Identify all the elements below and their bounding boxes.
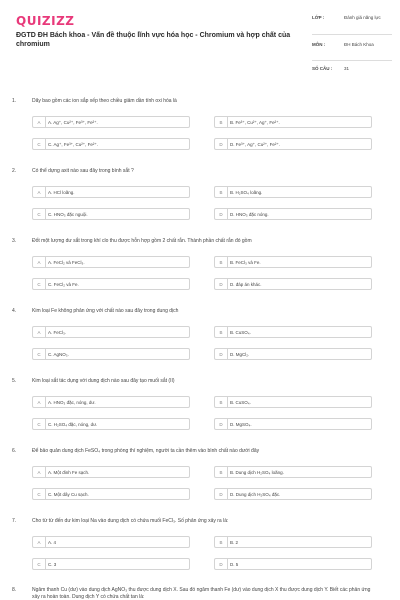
option-text: B. H₂SO₄ loãng.: [230, 190, 263, 195]
meta-subject-value: ĐH Bách Khoa: [344, 42, 374, 47]
option-letter: A: [33, 537, 46, 548]
question-number: 2.: [12, 168, 17, 174]
question-number: 7.: [12, 518, 17, 524]
option-letter: D: [215, 559, 228, 570]
question-text: Ngâm thanh Cu (dư) vào dung dịch AgNO₃ thu được dung dịch X. Sau đó ngâm thanh Fe (dư) vào dung dịch X thu được dung dịch Y. Biết các phản ứng xảy ra hoàn toàn. Dung dịch Y có chứa chất tan là:: [32, 587, 371, 600]
option-letter: C: [33, 349, 46, 360]
option-d[interactable]: [214, 278, 372, 290]
option-c[interactable]: [32, 208, 190, 220]
option-text: A. FeCl₂ và FeCl₃.: [48, 260, 85, 265]
option-a[interactable]: [32, 326, 190, 338]
option-letter: C: [33, 279, 46, 290]
option-d[interactable]: [214, 488, 372, 500]
option-letter: B: [215, 257, 228, 268]
meta-class-label: LỚP :: [312, 15, 325, 20]
worksheet-header: [0, 0, 400, 84]
option-d[interactable]: [214, 208, 372, 220]
meta-divider: [312, 34, 392, 35]
option-letter: C: [33, 559, 46, 570]
question-number: 8.: [12, 587, 17, 593]
meta-count-label: SỐ CÂU :: [312, 66, 333, 71]
option-text: B. CuSO₄.: [230, 330, 251, 335]
option-letter: C: [33, 139, 46, 150]
option-text: A. HNO₃ đặc, nóng, dư.: [48, 400, 96, 405]
option-a[interactable]: [32, 536, 190, 548]
option-text: A. Một đinh Fe sạch.: [48, 470, 90, 475]
option-text: A. 4: [48, 540, 57, 545]
option-a[interactable]: [32, 396, 190, 408]
option-b[interactable]: [214, 536, 372, 548]
question-number: 4.: [12, 308, 17, 314]
question-text: Kim loại Fe không phản ứng với chất nào sau đây trong dung dịch: [32, 308, 179, 314]
option-d[interactable]: [214, 418, 372, 430]
option-letter: A: [33, 117, 46, 128]
option-letter: A: [33, 257, 46, 268]
option-text: D. MgCl₂.: [230, 352, 250, 357]
option-c[interactable]: [32, 348, 190, 360]
option-text: A. FeCl₃.: [48, 330, 67, 335]
option-text: D. HNO₃ đặc nóng.: [230, 212, 269, 217]
option-b[interactable]: [214, 326, 372, 338]
question-text: Kim loại sắt tác dụng với dung dịch nào sau đây tạo muối sắt (II): [32, 378, 175, 384]
question-text: Có thể dựng axit nào sau đây trong bình sắt ?: [32, 168, 134, 174]
option-a[interactable]: [32, 116, 190, 128]
question-number: 5.: [12, 378, 17, 384]
worksheet-title: ĐGTD ĐH Bách khoa - Vấn đề thuộc lĩnh vực hóa học - Chromium và hợp chất của chromium: [16, 32, 291, 48]
meta-class-value: Đánh giá năng lực: [344, 15, 381, 20]
option-b[interactable]: [214, 466, 372, 478]
option-c[interactable]: [32, 418, 190, 430]
option-d[interactable]: [214, 558, 372, 570]
option-c[interactable]: [32, 488, 190, 500]
option-letter: B: [215, 187, 228, 198]
option-text: D. Fe³⁺, Ag⁺, Cu²⁺, Fe²⁺.: [230, 142, 281, 147]
option-letter: D: [215, 139, 228, 150]
option-c[interactable]: [32, 138, 190, 150]
option-text: C. H₂SO₄ đặc, nóng, dư.: [48, 422, 98, 427]
meta-subject-label: MÔN :: [312, 42, 326, 47]
meta-count-value: 31: [344, 66, 350, 71]
option-text: C. 3: [48, 562, 57, 567]
option-b[interactable]: [214, 186, 372, 198]
option-letter: B: [215, 397, 228, 408]
option-text: D. 5: [230, 562, 239, 567]
option-c[interactable]: [32, 558, 190, 570]
option-c[interactable]: [32, 278, 190, 290]
option-text: C. Ag⁺, Fe³⁺, Cu²⁺, Fe²⁺.: [48, 142, 99, 147]
option-letter: A: [33, 187, 46, 198]
option-d[interactable]: [214, 348, 372, 360]
option-text: C. FeCl₂ và Fe.: [48, 282, 79, 287]
option-text: D. Dung dịch H₂SO₄ đặc.: [230, 492, 281, 497]
option-text: A. Ag⁺, Cu²⁺, Fe³⁺, Fe²⁺.: [48, 120, 98, 125]
option-letter: C: [33, 419, 46, 430]
meta-divider: [312, 60, 392, 61]
question-text: Dãy bao gồm các ion sắp xếp theo chiều giảm dần tính oxi hóa là: [32, 98, 177, 104]
option-letter: B: [215, 467, 228, 478]
option-a[interactable]: [32, 466, 190, 478]
option-b[interactable]: [214, 396, 372, 408]
option-letter: A: [33, 397, 46, 408]
option-letter: D: [215, 349, 228, 360]
option-text: D. MgSO₄.: [230, 422, 252, 427]
option-letter: B: [215, 117, 228, 128]
option-text: D. đáp án khác.: [230, 282, 262, 287]
option-a[interactable]: [32, 256, 190, 268]
question-number: 3.: [12, 238, 17, 244]
option-letter: D: [215, 279, 228, 290]
question-number: 1.: [12, 98, 17, 104]
option-text: C. Một dây Cu sạch.: [48, 492, 89, 497]
option-letter: B: [215, 327, 228, 338]
question-text: Để bảo quản dung dịch FeSO₄ trong phòng thí nghiệm, người ta cần thêm vào bình chất nào dưới đây: [32, 448, 260, 454]
quizizz-logo: QUIZIZZ: [16, 14, 75, 28]
question-number: 6.: [12, 448, 17, 454]
option-letter: D: [215, 489, 228, 500]
option-text: A. HCl loãng.: [48, 190, 75, 195]
option-text: B. FeCl₃ và Fe.: [230, 260, 261, 265]
option-letter: D: [215, 209, 228, 220]
option-letter: A: [33, 327, 46, 338]
question-text: Đốt một lượng dư sắt trong khí clo thu được hỗn hợp gồm 2 chất rắn. Thành phần chất rắn đó gồm: [32, 238, 252, 244]
option-letter: B: [215, 537, 228, 548]
option-text: B. Fe³⁺, Cu²⁺, Ag⁺, Fe²⁺.: [230, 120, 280, 125]
question-text: Cho từ từ đến dư kim loại Na vào dung dịch có chứa muối FeCl₃. Số phản ứng xảy ra là:: [32, 518, 229, 524]
option-b[interactable]: [214, 116, 372, 128]
option-letter: D: [215, 419, 228, 430]
option-text: B. 2: [230, 540, 239, 545]
option-letter: A: [33, 467, 46, 478]
option-text: C. HNO₃ đặc nguội.: [48, 212, 88, 217]
option-a[interactable]: [32, 186, 190, 198]
option-letter: C: [33, 489, 46, 500]
option-text: C. AgNO₃.: [48, 352, 69, 357]
option-text: B. CuSO₄.: [230, 400, 251, 405]
option-text: B. Dung dịch H₂SO₄ loãng.: [230, 470, 284, 475]
option-b[interactable]: [214, 256, 372, 268]
option-letter: C: [33, 209, 46, 220]
option-d[interactable]: [214, 138, 372, 150]
